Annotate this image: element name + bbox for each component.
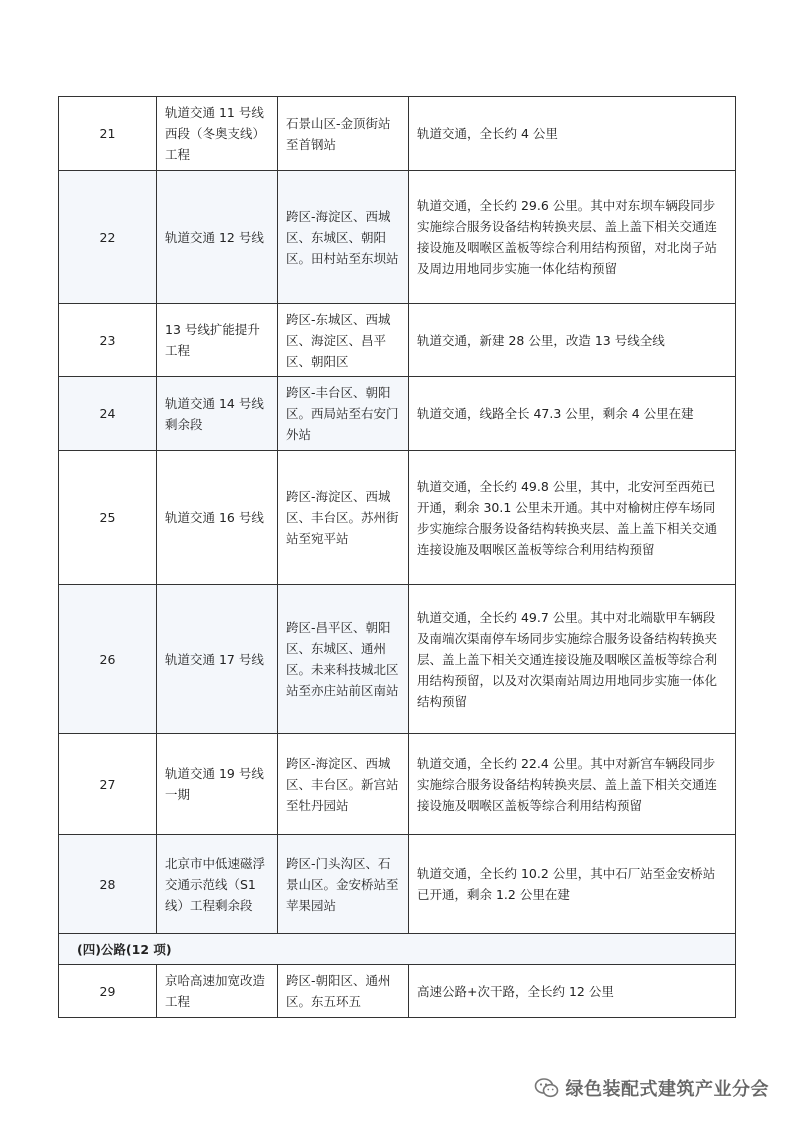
project-area: 跨区-门头沟区、石景山区。金安桥站至苹果园站 bbox=[278, 835, 409, 934]
watermark-text: 绿色装配式建筑产业分会 bbox=[565, 1079, 769, 1100]
project-name: 轨道交通 19 号线一期 bbox=[157, 734, 278, 835]
project-content: 轨道交通，全长约 49.8 公里，其中，北安河至西苑已开通，剩余 30.1 公里未开通。其中对榆树庄停车场同步实施综合服务设备结构转换夹层、盖上盖下相关交通连接设施及咽喉区盖板等综合利用结构预留 bbox=[409, 451, 736, 585]
table-row bbox=[59, 835, 736, 934]
wechat-icon bbox=[534, 1077, 560, 1099]
project-content: 轨道交通，全长约 22.4 公里。其中对新宫车辆段同步实施综合服务设备结构转换夹层、盖上盖下相关交通连接设施及咽喉区盖板等综合利用结构预留 bbox=[409, 734, 736, 835]
project-name: 轨道交通 11 号线西段（冬奥支线）工程 bbox=[157, 97, 278, 171]
table-row bbox=[59, 171, 736, 304]
section-header-row bbox=[59, 934, 736, 965]
watermark bbox=[534, 1075, 770, 1101]
table-row bbox=[59, 97, 736, 171]
row-number: 22 bbox=[59, 171, 157, 304]
project-area: 跨区-海淀区、西城区、丰台区。新宫站至牡丹园站 bbox=[278, 734, 409, 835]
row-number: 24 bbox=[59, 377, 157, 451]
row-number: 21 bbox=[59, 97, 157, 171]
project-name: 轨道交通 12 号线 bbox=[157, 171, 278, 304]
table-row bbox=[59, 965, 736, 1018]
project-area: 跨区-海淀区、西城区、东城区、朝阳区。田村站至东坝站 bbox=[278, 171, 409, 304]
project-area: 跨区-朝阳区、通州区。东五环五 bbox=[278, 965, 409, 1018]
project-name: 轨道交通 16 号线 bbox=[157, 451, 278, 585]
project-name: 京哈高速加宽改造工程 bbox=[157, 965, 278, 1018]
row-number: 25 bbox=[59, 451, 157, 585]
row-number: 26 bbox=[59, 585, 157, 734]
project-area: 跨区-昌平区、朝阳区、东城区、通州区。未来科技城北区站至亦庄站前区南站 bbox=[278, 585, 409, 734]
project-content: 轨道交通，全长约 49.7 公里。其中对北端歇甲车辆段及南端次渠南停车场同步实施综合服务设备结构转换夹层、盖上盖下相关交通连接设施及咽喉区盖板等综合利用结构预留，以及对次渠南站周边用地同步实施一体化结构预留 bbox=[409, 585, 736, 734]
table-row bbox=[59, 377, 736, 451]
section-title: (四)公路(12 项) bbox=[59, 934, 736, 965]
project-name: 北京市中低速磁浮交通示范线（S1 线）工程剩余段 bbox=[157, 835, 278, 934]
project-content: 轨道交通，全长约 10.2 公里，其中石厂站至金安桥站已开通，剩余 1.2 公里在建 bbox=[409, 835, 736, 934]
project-content: 高速公路+次干路，全长约 12 公里 bbox=[409, 965, 736, 1018]
row-number: 23 bbox=[59, 304, 157, 377]
project-name: 轨道交通 14 号线剩余段 bbox=[157, 377, 278, 451]
project-content: 轨道交通，新建 28 公里，改造 13 号线全线 bbox=[409, 304, 736, 377]
row-number: 29 bbox=[59, 965, 157, 1018]
row-number: 28 bbox=[59, 835, 157, 934]
project-area: 跨区-东城区、西城区、海淀区、昌平区、朝阳区 bbox=[278, 304, 409, 377]
project-area: 石景山区-金顶街站至首钢站 bbox=[278, 97, 409, 171]
table-row bbox=[59, 304, 736, 377]
table-row bbox=[59, 585, 736, 734]
project-content: 轨道交通，全长约 4 公里 bbox=[409, 97, 736, 171]
table-row bbox=[59, 734, 736, 835]
project-name: 轨道交通 17 号线 bbox=[157, 585, 278, 734]
project-table bbox=[58, 96, 736, 1018]
project-name: 13 号线扩能提升工程 bbox=[157, 304, 278, 377]
row-number: 27 bbox=[59, 734, 157, 835]
project-content: 轨道交通，线路全长 47.3 公里，剩余 4 公里在建 bbox=[409, 377, 736, 451]
project-area: 跨区-丰台区、朝阳区。西局站至右安门外站 bbox=[278, 377, 409, 451]
project-area: 跨区-海淀区、西城区、丰台区。苏州街站至宛平站 bbox=[278, 451, 409, 585]
table-row bbox=[59, 451, 736, 585]
project-content: 轨道交通，全长约 29.6 公里。其中对东坝车辆段同步实施综合服务设备结构转换夹层、盖上盖下相关交通连接设施及咽喉区盖板等综合利用结构预留，对北岗子站及周边用地同步实施一体化结构预留 bbox=[409, 171, 736, 304]
